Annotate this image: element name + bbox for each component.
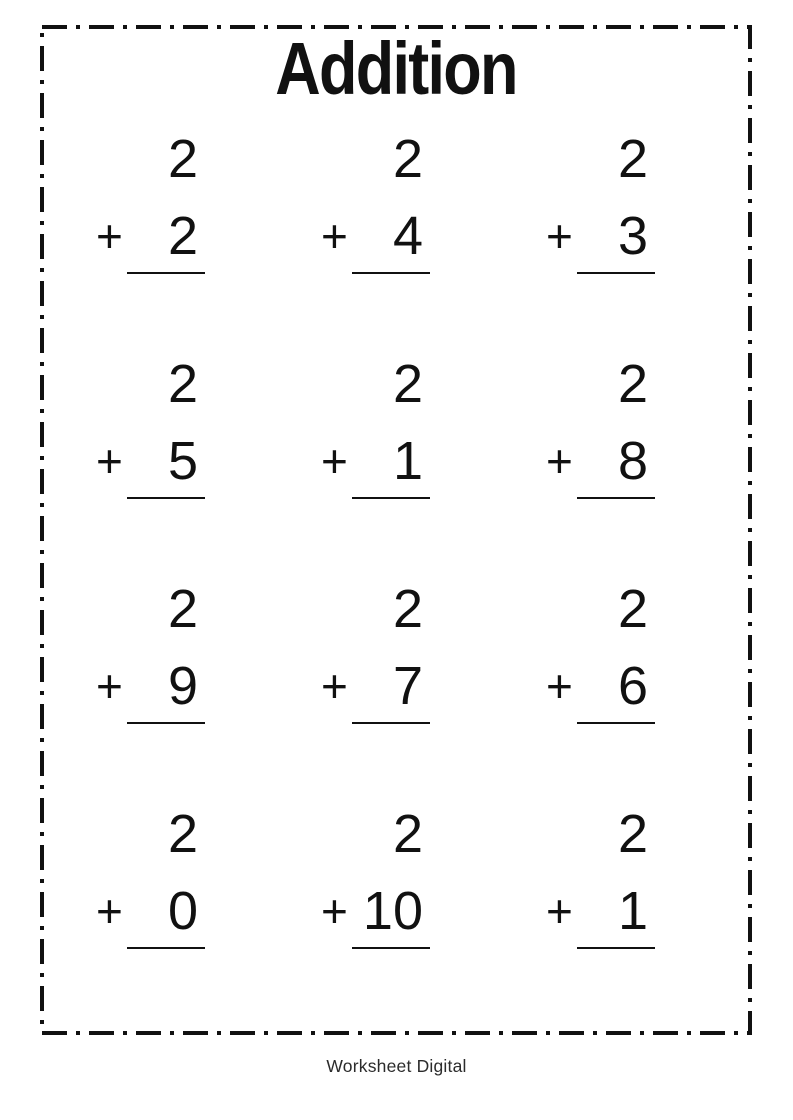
answer-line xyxy=(127,272,205,274)
operator-row xyxy=(545,431,665,491)
addition-problem-6 xyxy=(545,354,665,507)
addition-problem-1 xyxy=(95,129,215,282)
addition-problem-11 xyxy=(320,804,440,957)
operator-row xyxy=(545,881,665,941)
bottom-addend: 1 xyxy=(392,431,423,491)
bottom-addend: 10 xyxy=(362,881,423,941)
plus-operator: + xyxy=(321,885,348,937)
operator-row xyxy=(95,431,215,491)
operator-row xyxy=(320,881,440,941)
bottom-addend: 1 xyxy=(617,881,648,941)
operator-row xyxy=(545,656,665,716)
answer-line xyxy=(352,722,430,724)
bottom-addend: 6 xyxy=(617,656,648,716)
operator-row xyxy=(320,206,440,266)
addition-problem-9 xyxy=(545,579,665,732)
bottom-addend: 3 xyxy=(617,206,648,266)
footer-brand: Worksheet Digital xyxy=(326,1056,467,1076)
top-addend: 2 xyxy=(617,129,648,189)
top-addend: 2 xyxy=(392,129,423,189)
answer-line xyxy=(352,947,430,949)
answer-line xyxy=(577,497,655,499)
operator-row xyxy=(320,431,440,491)
operator-row xyxy=(320,656,440,716)
top-addend: 2 xyxy=(167,129,198,189)
operator-row xyxy=(95,656,215,716)
plus-operator: + xyxy=(96,660,123,712)
addition-problem-12 xyxy=(545,804,665,957)
top-addend: 2 xyxy=(392,804,423,864)
top-addend: 2 xyxy=(617,579,648,639)
addition-problem-10 xyxy=(95,804,215,957)
bottom-addend: 0 xyxy=(167,881,198,941)
top-addend: 2 xyxy=(392,579,423,639)
bottom-addend: 5 xyxy=(167,431,198,491)
problems-grid xyxy=(95,129,665,957)
addition-problem-4 xyxy=(95,354,215,507)
top-addend: 2 xyxy=(167,354,198,414)
bottom-addend: 8 xyxy=(617,431,648,491)
operator-row xyxy=(95,881,215,941)
addition-problem-5 xyxy=(320,354,440,507)
operator-row xyxy=(545,206,665,266)
top-addend: 2 xyxy=(617,804,648,864)
answer-line xyxy=(352,497,430,499)
addition-problem-8 xyxy=(320,579,440,732)
answer-line xyxy=(577,722,655,724)
answer-line xyxy=(127,497,205,499)
top-addend: 2 xyxy=(617,354,648,414)
bottom-addend: 9 xyxy=(167,656,198,716)
plus-operator: + xyxy=(546,885,573,937)
answer-line xyxy=(577,947,655,949)
plus-operator: + xyxy=(321,660,348,712)
plus-operator: + xyxy=(546,210,573,262)
plus-operator: + xyxy=(321,435,348,487)
top-addend: 2 xyxy=(167,579,198,639)
answer-line xyxy=(352,272,430,274)
plus-operator: + xyxy=(546,660,573,712)
addition-problem-2 xyxy=(320,129,440,282)
answer-line xyxy=(127,722,205,724)
plus-operator: + xyxy=(96,885,123,937)
top-addend: 2 xyxy=(392,354,423,414)
top-addend: 2 xyxy=(167,804,198,864)
page-title: Addition xyxy=(275,27,517,110)
bottom-addend: 7 xyxy=(392,656,423,716)
plus-operator: + xyxy=(96,435,123,487)
answer-line xyxy=(127,947,205,949)
addition-problem-7 xyxy=(95,579,215,732)
bottom-addend: 2 xyxy=(167,206,198,266)
plus-operator: + xyxy=(546,435,573,487)
plus-operator: + xyxy=(321,210,348,262)
bottom-addend: 4 xyxy=(392,206,423,266)
operator-row xyxy=(95,206,215,266)
plus-operator: + xyxy=(96,210,123,262)
addition-problem-3 xyxy=(545,129,665,282)
answer-line xyxy=(577,272,655,274)
